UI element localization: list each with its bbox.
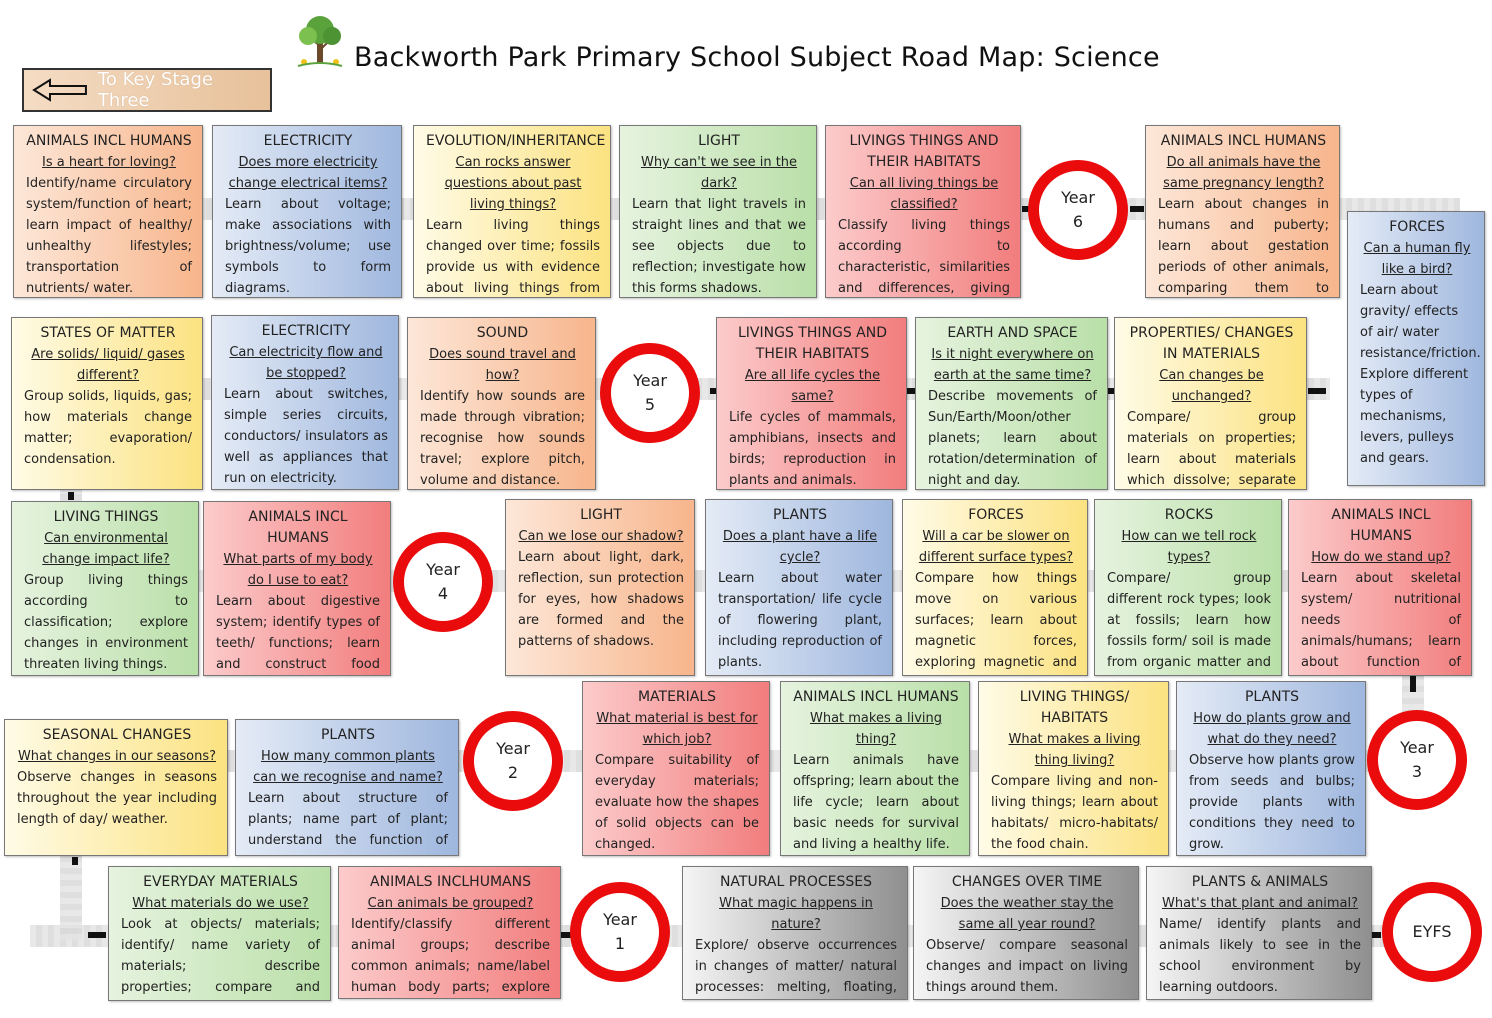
card-question: Will a car be slower on different surface types? [918,529,1074,565]
card-title: NATURAL PROCESSES [719,874,873,890]
card-question: Do all animals have the same pregnancy length? [1163,155,1324,191]
year-label: Year [1400,738,1434,757]
year-number: 5 [644,395,656,414]
year-number: 2 [507,763,519,782]
card-description: Group living things according to classification; explore changes in environment threaten living things. [24,573,188,672]
topic-card [582,681,770,856]
card-title: SOUND [476,325,529,341]
topic-card [11,501,199,676]
card-description: Learn about switches, simple series circuits, conductors/ insulators as well as appliances that run on electricity. [224,387,388,486]
card-description: Observe/ compare seasonal changes and impact on living things around them. [926,938,1128,995]
card-description: Learn about changes in humans and puberty; learn about gestation periods of other animals, comparing them to [1158,197,1329,296]
card-description: Identify how sounds are made through vibration; recognise how sounds travel; explore pitch, volume and distance. [420,389,585,488]
card-description: Learn about structure of plants; name part of plant; understand the function of [248,791,448,848]
year-label: Year [633,371,667,390]
year-label: Year [426,560,460,579]
year-3-marker [1367,710,1467,810]
topic-card [619,125,817,298]
card-question: How do we stand up? [1311,550,1451,565]
card-question: Can environmental change impact life? [42,531,170,567]
topic-card [682,866,908,1000]
card-question: How do plants grow and what do they need? [1193,711,1351,747]
year-number: 1 [614,934,626,953]
card-description: Learn that light travels in straight lines and that we see objects due to reflection; investigate how this forms shadows. [632,197,806,296]
card-question: What makes a living thing? [809,711,942,747]
card-title: ANIMALS INCL HUMANS [793,689,959,705]
card-description: Learn about voltage; make associations with brightness/volume; use symbols to form diagrams. [225,197,391,296]
card-description: Learn living things changed over time; fossils provide us with evidence about living things from [426,218,600,296]
card-title: LIVINGS THINGS AND THEIR HABITATS [738,325,887,362]
year-4-marker [393,532,493,632]
back-button-label: To Key Stage Three [97,69,213,111]
year-label: EYFS [1412,922,1452,941]
topic-card [1146,866,1372,1000]
topic-card [716,317,907,490]
card-question: Can rocks answer questions about past living things? [444,155,582,212]
card-question: What's that plant and animal? [1161,896,1358,911]
topic-card [705,499,893,676]
topic-card [13,125,203,298]
year-number: 6 [1072,212,1084,231]
card-description: Classify living things according to characteristic, similarities and differences, giving [838,218,1010,296]
card-description: Name/ identify plants and animals likely to see in the school environment by learning outdoors. [1159,917,1361,995]
year-1-marker [570,882,670,982]
topic-card [11,317,203,490]
card-question: Does more electricity change electrical items? [228,155,388,191]
year-label: Year [496,739,530,758]
card-title: ROCKS [1164,507,1214,523]
card-question: What magic happens in nature? [719,896,873,932]
topic-card [825,125,1021,298]
card-question: Can all living things be classified? [849,176,999,212]
card-title: ANIMALS INCL HUMANS [1160,133,1327,149]
card-question: Are all life cycles the same? [744,368,881,404]
road-dash [88,932,106,938]
card-question: Why can't we see in the dark? [640,155,798,191]
arrow-left-icon [32,78,88,102]
card-description: Explore/ observe occurrences in changes of matter/ natural processes: melting, floating, [695,938,897,995]
card-question: Is it night everywhere on earth at the same time? [931,347,1094,383]
card-description: Observe changes in seasons throughout the year including length of day/ weather. [17,770,217,827]
card-question: Is a heart for loving? [42,155,176,170]
topic-card [505,499,695,676]
card-description: Learn about skeletal system/ nutritional needs of animals/humans; learn about function of [1301,571,1461,670]
topic-card [1176,681,1366,856]
card-title: ELECTRICITY [261,323,351,339]
card-title: ANIMALS INCL HUMANS [1331,507,1431,544]
topic-card [902,499,1088,676]
topic-card [780,681,970,856]
road-dash [907,388,915,394]
card-title: STATES OF MATTER [40,325,176,341]
year-label: Year [603,910,637,929]
year-5-marker [600,343,700,443]
year-2-marker [463,711,563,811]
topic-card [212,125,402,298]
topic-card [1114,317,1307,490]
card-description: Compare suitability of everyday materials; evaluate how the shapes of solid objects can be changed. [595,753,759,852]
card-title: PLANTS [772,507,828,523]
card-question: Does sound travel and how? [429,347,576,383]
card-question: What materials do we use? [132,896,309,911]
card-question: Can electricity flow and be stopped? [229,345,383,381]
card-question: What material is best for which job? [596,711,758,747]
card-description: Learn about gravity/ effects of air/ water resistance/friction. Explore different types of mechanisms, levers, pulleys and gears. [1360,283,1481,466]
card-question: What parts of my body do I use to eat? [223,552,373,588]
card-title: FORCES [1389,219,1445,235]
page-title: Backworth Park Primary School Subject Road Map: Science [354,42,1160,73]
card-title: EVOLUTION/INHERITANCE [426,133,606,149]
card-question: Can we lose our shadow? [518,529,684,544]
card-title: PLANTS [320,727,376,743]
topic-card [1145,125,1340,298]
card-description: Identify/classify different animal groups; describe common animals; name/label human body parts; explore [351,917,550,995]
topic-card [338,866,561,999]
card-description: Compare how things move on various surfaces; learn about magnetic forces, exploring magnetic and [915,571,1077,670]
card-question: How can we tell rock types? [1121,529,1257,565]
card-description: Learn about digestive system; identify types of teeth/ functions; learn and construct food [216,594,380,672]
card-description: Learn animals have offspring; learn about the life cycle; learn about basic needs for survival and living a healthy life. [793,753,959,852]
road-dash [1371,932,1381,938]
card-title: PLANTS [1244,689,1300,705]
card-title: ANIMALS INCLHUMANS [370,874,531,890]
card-description: Compare living and non-living things; learn about habitats/ micro-habitats/ the food chain. [991,774,1158,852]
card-title: FORCES [968,507,1024,523]
card-title: PROPERTIES/ CHANGES IN MATERIALS [1129,325,1294,362]
card-title: EARTH AND SPACE [947,325,1078,341]
road-dash [1130,206,1144,212]
topic-card [211,315,399,490]
card-question: How many common plants can we recognise and name? [253,749,443,785]
card-question: Can a human fly like a bird? [1363,241,1471,277]
card-title: LIVING THINGS/ HABITATS [1019,689,1130,726]
year-number: 4 [437,584,449,603]
year-number: 3 [1411,762,1423,781]
card-title: ANIMALS INCL HUMANS [248,509,348,546]
card-title: MATERIALS [637,689,717,705]
topic-card [913,866,1139,1000]
road-dash [72,857,78,865]
topic-card [4,719,228,856]
topic-card [203,501,391,676]
road-dash [1308,388,1326,394]
card-question: What makes a living thing living? [1008,732,1141,768]
card-description: Group solids, liquids, gas; how materials change matter; evaporation/ condensation. [24,389,192,467]
card-description: Learn about water transportation/ life cycle of flowering plant, including reproduction of plants. [718,571,882,670]
topic-card [235,719,459,856]
card-title: LIGHT [580,507,622,523]
topic-card [407,317,596,490]
topic-card [413,125,611,298]
back-to-key-stage-three-button[interactable] [22,68,272,112]
card-question: Are solids/ liquid/ gases different? [31,347,185,383]
card-title: CHANGES OVER TIME [951,874,1103,890]
topic-card [108,866,331,1001]
card-title: ANIMALS INCL HUMANS [26,133,192,149]
card-description: Observe how plants grow from seeds and bulbs; provide plants with conditions they need to grow. [1189,753,1355,852]
card-title: LIVINGS THINGS AND THEIR HABITATS [849,133,999,170]
tree-logo-icon [292,12,348,72]
road-dash [1410,676,1416,692]
year-6-marker [1028,160,1128,260]
card-description: Learn about light, dark, reflection, sun protection for eyes, how shadows are formed and the patterns of shadows. [518,550,684,649]
card-description: Describe movements of Sun/Earth/Moon/other planets; learn about rotation/determination of night and day. [928,389,1097,488]
topic-card [1094,499,1282,676]
topic-card [1288,499,1472,676]
card-question: Can animals be grouped? [367,896,534,911]
topic-card [1347,211,1485,486]
card-question: Can changes be unchanged? [1159,368,1264,404]
card-title: EVERYDAY MATERIALS [143,874,298,890]
card-description: Life cycles of mammals, amphibians, insects and birds; reproduction in plants and animals. [729,410,896,488]
topic-card [978,681,1169,856]
card-title: LIVING THINGS [53,509,159,525]
card-description: Compare/ group different rock types; look at fossils; learn how fossils form/ soil is made from organic matter and [1107,571,1271,670]
road-dash [68,492,74,500]
card-question: What changes in our seasons? [17,749,217,764]
eyfs-marker [1382,882,1482,982]
card-title: ELECTRICITY [263,133,353,149]
card-description: Identify/name circulatory system/function of heart; learn impact of healthy/ unhealthy lifestyles; transportation of nutrients/ water. [26,176,192,296]
card-question: Does a plant have a life cycle? [722,529,878,565]
card-question: Does the weather stay the same all year round? [940,896,1114,932]
card-title: LIGHT [698,133,740,149]
card-description: Look at objects/ materials; identify/ name variety of materials; describe properties; compare and [121,917,320,995]
card-title: PLANTS & ANIMALS [1191,874,1329,890]
year-label: Year [1061,188,1095,207]
topic-card [915,317,1108,490]
card-description: Compare/ group materials on properties; learn about materials which dissolve; separate [1127,410,1296,488]
card-title: SEASONAL CHANGES [42,727,192,743]
